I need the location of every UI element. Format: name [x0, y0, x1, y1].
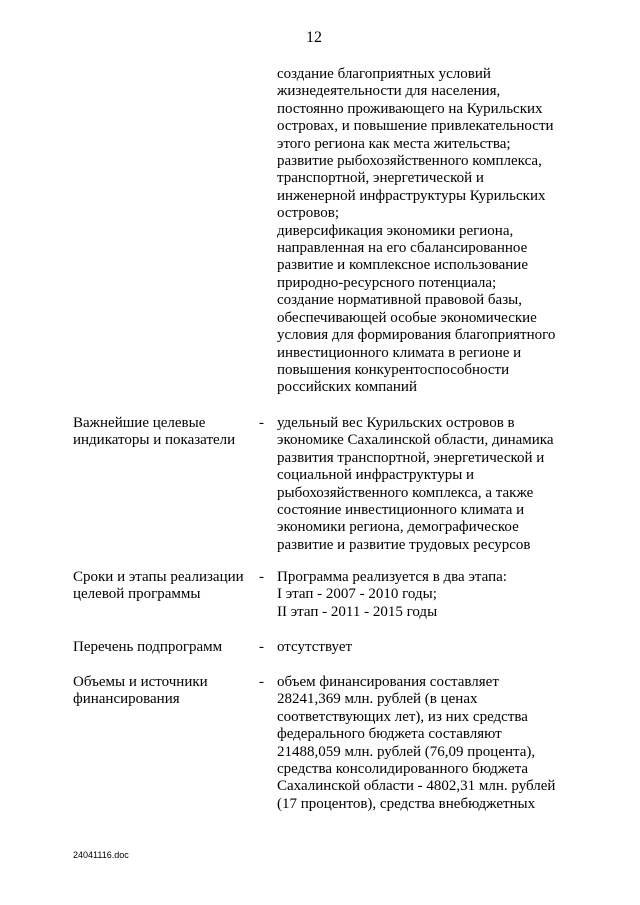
value-line: соответствующих лет), из них средства	[277, 708, 528, 725]
value-line: социальной инфраструктуры и	[277, 467, 475, 484]
value-line: удельный вес Курильских островов в	[277, 415, 515, 431]
label-line: целевой программы	[73, 586, 201, 603]
page-number: 12	[306, 29, 322, 46]
label-line: Важнейшие целевые	[73, 415, 206, 431]
text-line: создание нормативной правовой базы,	[277, 292, 522, 309]
value-line: экономики региона, демографическое	[277, 519, 519, 536]
value-line: федерального бюджета составляют	[277, 726, 502, 743]
value-line: развития транспортной, энергетической и	[277, 449, 545, 466]
text-line: островах, и повышение привлекательности	[277, 118, 554, 135]
row-dash: -	[259, 569, 264, 585]
text-line: жизнедеятельности для населения,	[277, 83, 501, 100]
text-line: постоянно проживающего на Курильских	[277, 100, 543, 117]
text-line: российских компаний	[277, 379, 417, 396]
value-line: развитие и развитие трудовых ресурсов	[277, 536, 531, 553]
text-line: инженерной инфраструктуры Курильских	[277, 187, 546, 204]
label-line: индикаторы и показатели	[73, 432, 236, 449]
text-line: природно-ресурсного потенциала;	[277, 274, 497, 291]
value-line: I этап - 2007 - 2010 годы;	[277, 586, 437, 603]
value-line: (17 процентов), средства внебюджетных	[277, 795, 536, 812]
value-line: рыбохозяйственного комплекса, а также	[277, 484, 534, 501]
text-line: развитие и комплексное использование	[277, 257, 528, 274]
value-line: средства консолидированного бюджета	[277, 761, 528, 778]
label-line: финансирования	[73, 691, 180, 708]
row-label	[73, 415, 248, 450]
value-line: 21488,059 млн. рублей (76,09 процента),	[277, 743, 536, 760]
label-line: Объемы и источники	[73, 674, 208, 690]
value-line: экономике Сахалинской области, динамика	[277, 432, 554, 449]
row-value	[277, 639, 597, 656]
text-line: транспортной, энергетической и	[277, 170, 484, 187]
row-value	[277, 569, 597, 621]
text-line: повышения конкурентоспособности	[277, 361, 510, 378]
text-line: развитие рыбохозяйственного комплекса,	[277, 153, 542, 170]
text-line: условия для формирования благоприятного	[277, 327, 556, 344]
row-dash: -	[259, 674, 264, 690]
passport-intro-text	[277, 66, 597, 397]
file-name-footer: 24041116.doc	[73, 850, 129, 860]
label-line: Перечень подпрограмм	[73, 639, 223, 655]
value-line: II этап - 2011 - 2015 годы	[277, 603, 438, 620]
text-line: создание благоприятных условий	[277, 66, 491, 82]
value-line: Сахалинской области - 4802,31 млн. рублей	[277, 778, 556, 795]
row-dash: -	[259, 639, 264, 655]
text-line: инвестиционного климата в регионе и	[277, 344, 522, 361]
label-line: Сроки и этапы реализации	[73, 569, 244, 585]
row-dash: -	[259, 415, 264, 431]
value-line: состояние инвестиционного климата и	[277, 502, 525, 519]
row-label	[73, 674, 248, 709]
text-line: обеспечивающей особые экономические	[277, 309, 537, 326]
value-line: отсутствует	[277, 639, 353, 655]
text-line: направленная на его сбалансированное	[277, 240, 528, 257]
value-line: Программа реализуется в два этапа:	[277, 569, 507, 585]
value-line: объем финансирования составляет	[277, 674, 499, 690]
row-value	[277, 415, 597, 554]
text-line: диверсификация экономики региона,	[277, 222, 514, 239]
row-label	[73, 639, 248, 656]
row-label	[73, 569, 248, 604]
value-line: 28241,369 млн. рублей (в ценах	[277, 691, 478, 708]
row-value	[277, 674, 597, 813]
text-line: островов;	[277, 205, 339, 222]
text-line: этого региона как места жительства;	[277, 135, 511, 152]
